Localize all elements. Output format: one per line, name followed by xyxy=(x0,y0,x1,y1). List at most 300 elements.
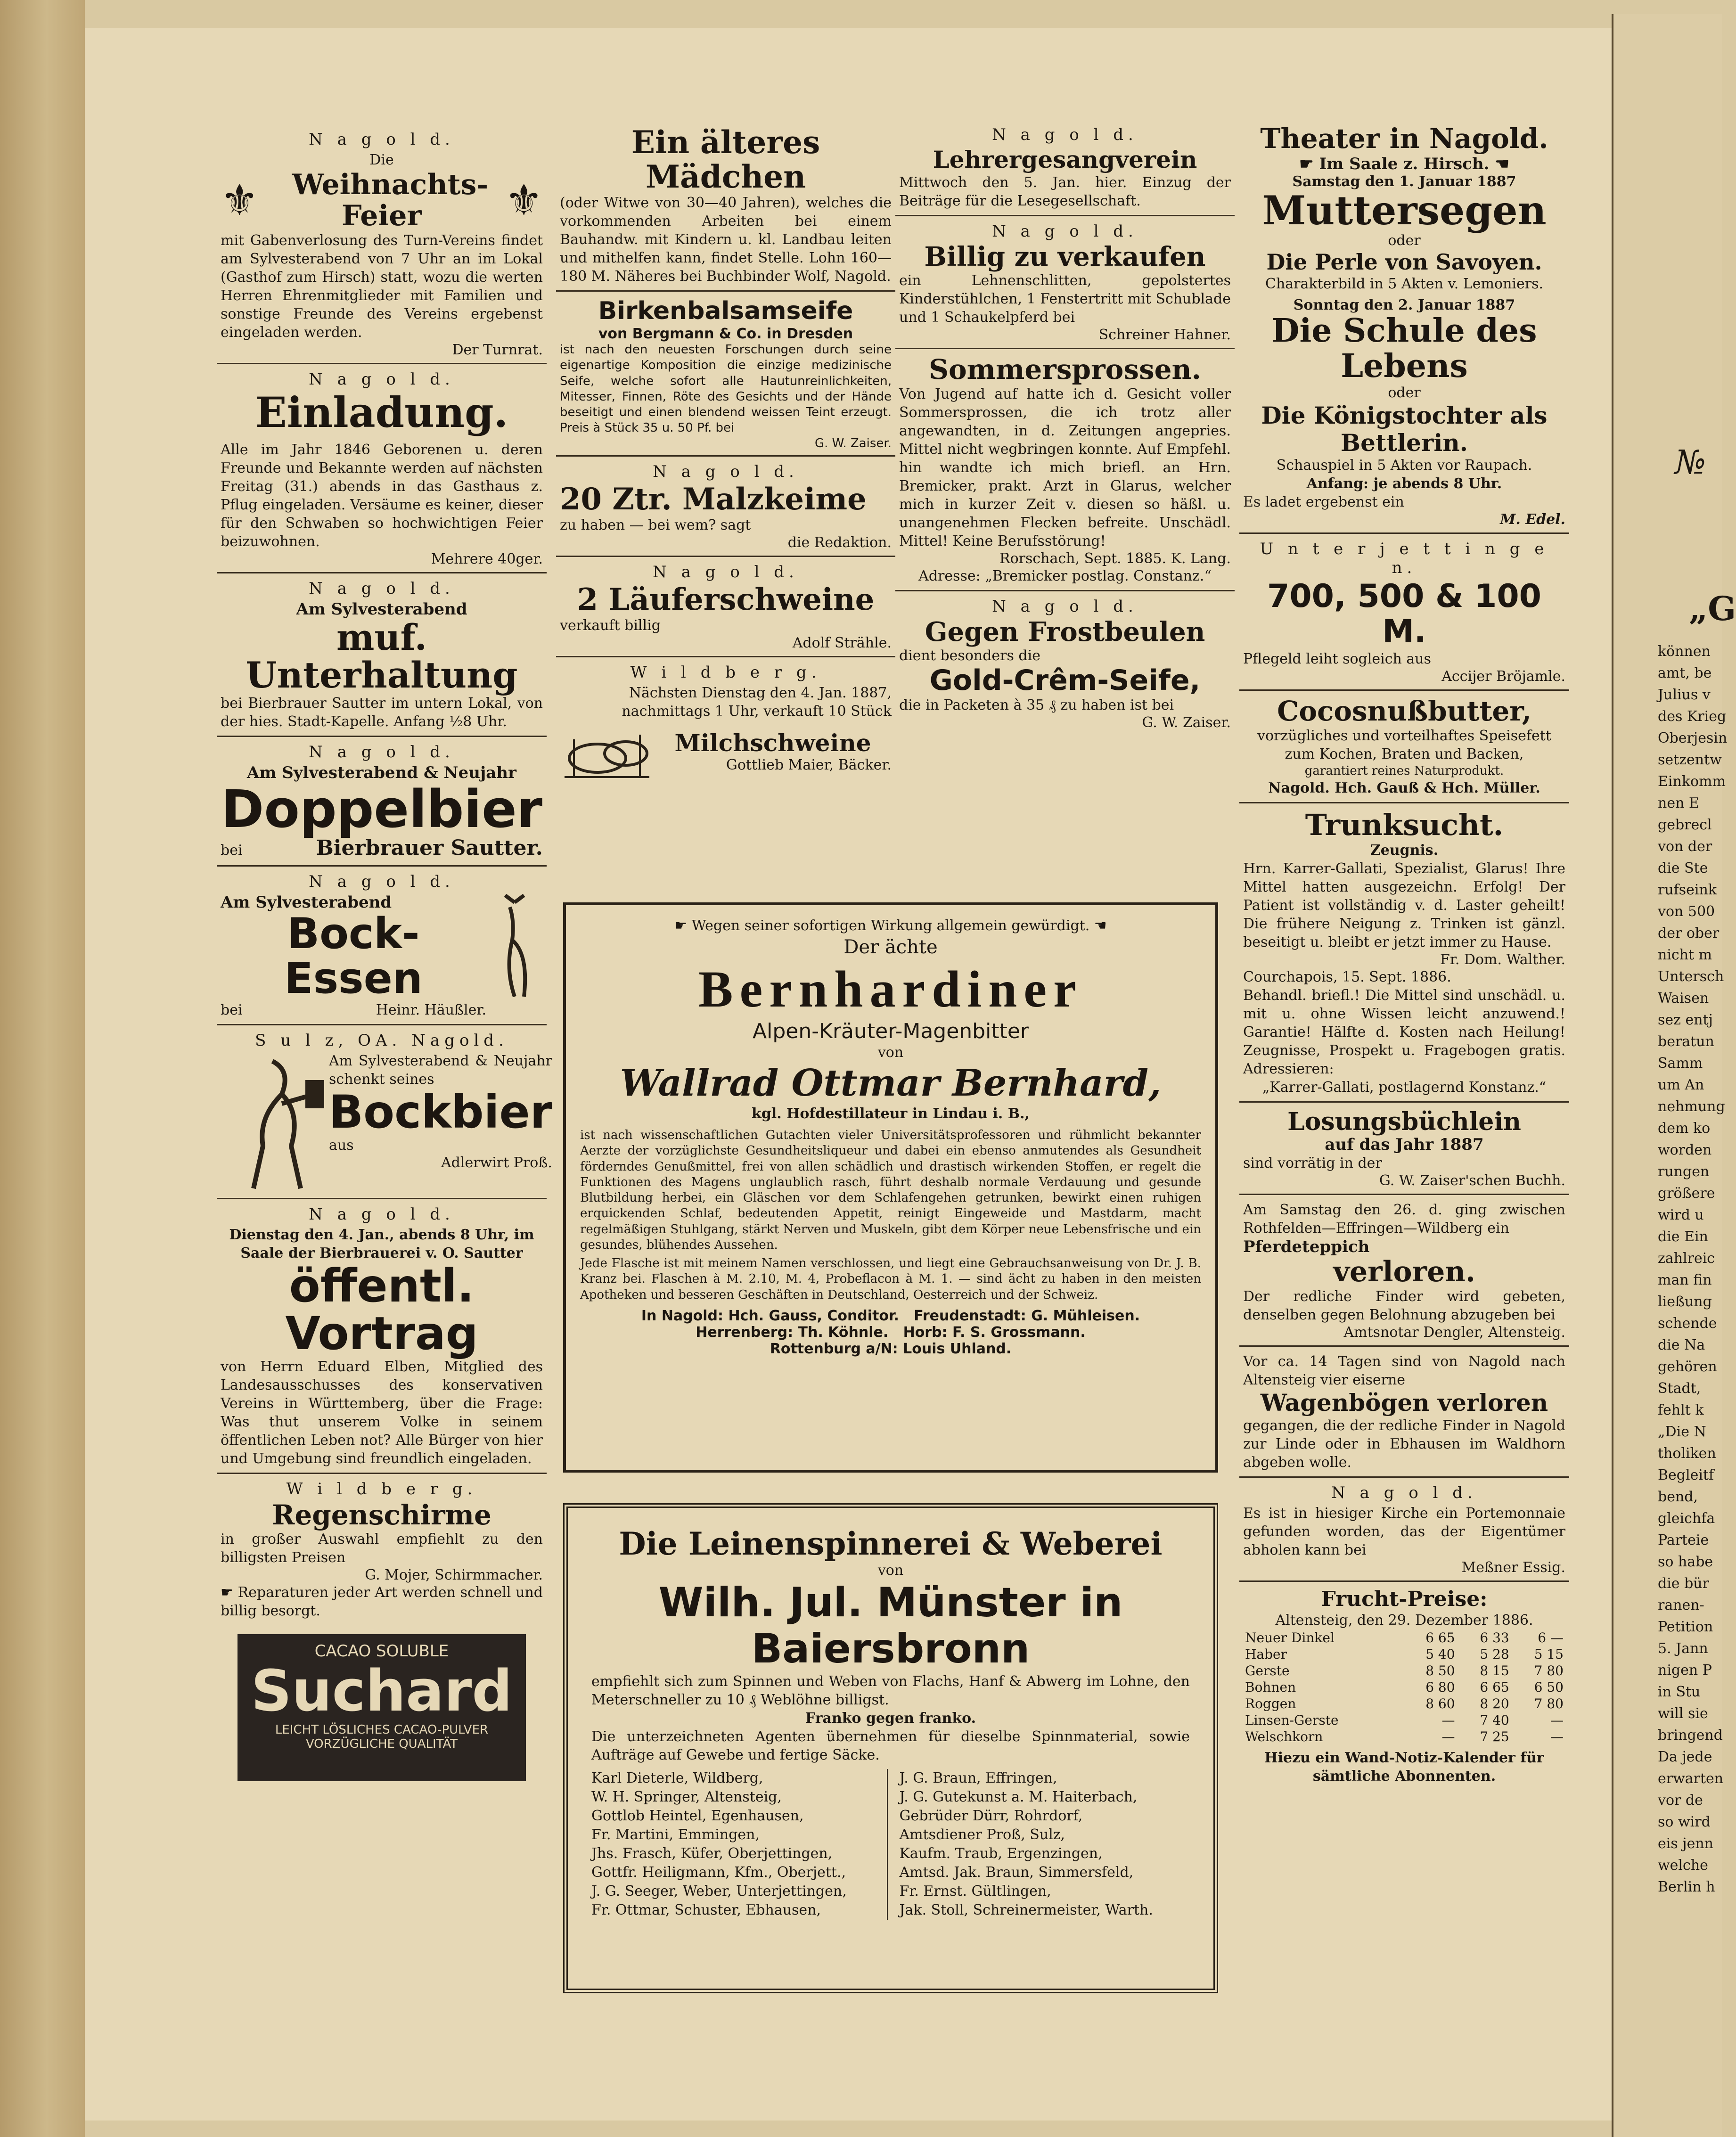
bern-maker-2: kgl. Hofdestillateur in Lindau i. B., xyxy=(752,1105,1030,1122)
ad-sign: Adolf Strähle. xyxy=(792,635,892,652)
price-value: — xyxy=(1441,1712,1455,1728)
adjacent-line: erwarten xyxy=(1658,1770,1724,1787)
ad-body: Alle im Jahr 1846 Geborenen u. deren Freunde und Bekannte werden auf nächsten Freitag (31.) abends in das Gasthaus z. Pflug eingeladen. Versäume es keiner, dieser für den Schwaben so hochwichtigen Feier beizuwohnen. xyxy=(221,442,543,550)
adjacent-line: die Na xyxy=(1658,1337,1705,1353)
price-grain: Neuer Dinkel xyxy=(1245,1630,1335,1646)
adjacent-line: Waisen xyxy=(1658,990,1709,1007)
adjacent-line: rungen xyxy=(1658,1163,1710,1180)
price-row xyxy=(1243,1728,1565,1745)
ad-desc: Charakterbild in 5 Akten v. Lemoniers. xyxy=(1265,275,1544,292)
agent-name: Gottlob Heintel, Egenhausen, xyxy=(591,1808,804,1825)
ad-doppelbier xyxy=(217,740,547,867)
goat-drinking-illustration xyxy=(221,1052,329,1193)
adjacent-line: können xyxy=(1658,643,1711,660)
ad-body: Hrn. Karrer-Gallati, Spezialist, Glarus! Ihre Mittel hatten ausgezeichn. Erfolg! Der Patient ist vollständig v. d. Laster geheilt! Die frühere Neigung z. Trinken ist gänzl. beseitigt u. bleibt er jetzt immer zu Hause. xyxy=(1243,860,1565,951)
ad-body: Am Samstag den 26. d. ging zwischen Rothfelden—Effringen—Wildberg ein xyxy=(1243,1202,1565,1237)
ad-title: Birkenbalsamseife xyxy=(598,297,853,326)
adjacent-line: Petition xyxy=(1658,1619,1713,1635)
ad-body: bei Bierbrauer Sautter im untern Lokal, von der hies. Stadt-Kapelle. Anfang ½8 Uhr. xyxy=(221,695,543,730)
book-binding xyxy=(0,0,85,2137)
adjacent-line: schende xyxy=(1658,1315,1717,1332)
bern-agents-1: In Nagold: Hch. Gauss, Conditor. Freudenstadt: G. Mühleisen. xyxy=(641,1307,1140,1324)
ad-sign: Mehrere 40ger. xyxy=(431,551,543,568)
bern-sub: Alpen-Kräuter-Magenbitter xyxy=(753,1019,1029,1043)
ad-title: Einladung. xyxy=(255,388,508,437)
ad-bernhardiner xyxy=(563,902,1218,1473)
ad-bock-essen xyxy=(217,869,547,1025)
adjacent-line: eis jenn xyxy=(1658,1835,1713,1852)
pigs-illustration xyxy=(560,721,654,782)
ad-unterhaltung xyxy=(217,576,547,737)
bern-von: von xyxy=(877,1044,904,1061)
ad-title: Sommersprossen. xyxy=(929,353,1201,386)
adjacent-line: worden xyxy=(1658,1142,1712,1158)
column-1 xyxy=(217,127,552,1781)
adjacent-line: nicht m xyxy=(1658,947,1712,963)
price-value: — xyxy=(1550,1729,1564,1745)
adjacent-heading: „G xyxy=(1689,589,1736,628)
adjacent-line: ließung xyxy=(1658,1294,1712,1310)
agent-name: Gottfr. Heiligmann, Kfm., Oberjett., xyxy=(591,1864,846,1881)
adjacent-line: zahlreic xyxy=(1658,1250,1715,1267)
bern-banner: Wegen seiner sofortigen Wirkung allgemein gewürdigt. xyxy=(691,917,1090,934)
ad-sign: G. Mojer, Schirmmacher. xyxy=(365,1567,543,1584)
leinen-franko: Franko gegen franko. xyxy=(805,1710,976,1727)
ad-losungsbuechlein xyxy=(1239,1105,1569,1195)
pointing-hand-icon: ☛ xyxy=(674,917,692,934)
ad-body: Bierbrauer Sautter. xyxy=(316,836,543,860)
leinen-title: Die Leinenspinnerei & Weberei xyxy=(619,1525,1163,1562)
adjacent-line: Parteie xyxy=(1658,1532,1709,1548)
ad-sign: Fr. Dom. Walther. xyxy=(1440,951,1565,968)
ad-sign: Gottlieb Maier, Bäcker. xyxy=(726,756,892,773)
ad-pflegeld xyxy=(1239,537,1569,691)
ad-addr: „Karrer-Gallati, postlagernd Konstanz.“ xyxy=(1262,1079,1547,1096)
ad-title: 2 Läuferschweine xyxy=(577,581,875,617)
ad-place: N a g o l d. xyxy=(1331,1483,1477,1502)
ad-sub: Am Sylvesterabend xyxy=(221,893,392,912)
ad-title: muf. Unterhaltung xyxy=(246,616,518,696)
ad-title: Bockbier xyxy=(329,1086,552,1139)
agent-name: J. G. Seeger, Weber, Unterjettingen, xyxy=(591,1883,847,1900)
ad-date: Altensteig, den 29. Dezember 1886. xyxy=(1275,1612,1533,1629)
ad-place: N a g o l d. xyxy=(309,370,455,389)
ad-invite: Es ladet ergebenst ein xyxy=(1243,494,1404,511)
price-value: 7 80 xyxy=(1534,1696,1564,1712)
ad-sign: Nagold. Hch. Gauß & Hch. Müller. xyxy=(1268,780,1540,797)
ad-lehrergesangverein xyxy=(895,123,1235,216)
ad-sign: G. W. Zaiser. xyxy=(814,436,892,450)
price-value: 6 65 xyxy=(1425,1630,1455,1646)
ad-pre: dient besonders die xyxy=(899,647,1040,664)
ad-maedchen xyxy=(556,123,895,292)
ad-title: Wagenbögen verloren xyxy=(1260,1389,1548,1417)
suchard-name: Suchard xyxy=(251,1659,513,1725)
ad-sub: von Bergmann & Co. in Dresden xyxy=(598,325,853,342)
adjacent-line: rufseink xyxy=(1658,882,1717,898)
column-4 xyxy=(1239,120,1569,1793)
ad-date: Samstag den 1. Januar 1887 xyxy=(1292,173,1516,190)
agent-name: Amtsdiener Proß, Sulz, xyxy=(899,1826,1065,1843)
price-value: 6 33 xyxy=(1480,1630,1509,1646)
ad-title: Losungsbüchlein xyxy=(1287,1107,1521,1137)
ad-vortrag xyxy=(217,1202,547,1474)
agent-name: Fr. Martini, Emmingen, xyxy=(591,1826,760,1843)
adjacent-line: man fin xyxy=(1658,1272,1712,1288)
adjacent-number: № xyxy=(1675,443,1706,482)
price-value: — xyxy=(1550,1712,1564,1728)
agents-right xyxy=(895,1769,1190,1919)
ad-sign: Accijer Bröjamle. xyxy=(1441,668,1565,685)
price-value: 7 40 xyxy=(1480,1712,1509,1728)
ad-sign: Adlerwirt Proß. xyxy=(441,1154,552,1171)
emblem-icon: ⚜ xyxy=(505,175,543,225)
adjacent-line: gleichfa xyxy=(1658,1510,1715,1527)
ad-place: N a g o l d. xyxy=(992,125,1138,144)
ad-body: sind vorrätig in der xyxy=(1243,1155,1382,1172)
price-value: 6 — xyxy=(1538,1630,1564,1646)
ad-sign: die Redaktion. xyxy=(787,534,892,551)
ad-sign: M. Edel. xyxy=(1500,511,1565,528)
ad-sommersprossen xyxy=(895,352,1235,591)
price-value: 5 28 xyxy=(1480,1646,1509,1662)
ad-date: Sonntag den 2. Januar 1887 xyxy=(1293,296,1515,313)
agent-name: Jak. Stoll, Schreinermeister, Warth. xyxy=(899,1901,1153,1918)
bern-maker: Wallrad Ottmar Bernhard, xyxy=(620,1062,1162,1105)
ad-name: Gold-Crêm-Seife, xyxy=(929,664,1201,697)
adjacent-line: Stadt, xyxy=(1658,1380,1701,1397)
adjacent-line: vor de xyxy=(1658,1792,1703,1809)
adjacent-line: welche xyxy=(1658,1857,1708,1874)
ad-birkenbalsamseife xyxy=(556,295,895,456)
agent-name: J. G. Braun, Effringen, xyxy=(899,1770,1057,1787)
ad-body: ein Lehnenschlitten, gepolstertes Kinderstühlchen, 1 Fenstertritt mit Schublade und 1 Schaukelpferd bei xyxy=(899,272,1231,326)
adjacent-line: Da jede xyxy=(1658,1749,1712,1765)
ad-pre: Die xyxy=(369,152,394,168)
ad-body: Vor ca. 14 Tagen sind von Nagold nach Altensteig vier eiserne xyxy=(1243,1353,1565,1389)
ad-title: Lehrergesangverein xyxy=(933,146,1197,173)
ad-body: ist nach den neuesten Forschungen durch seine eigenartige Komposition die einzige medizinische Seife, welche sofort alle Hautunreinlichkeiten, Mitesser, Finnen, Röte des Gesichts und der Hände beseitigt und einen blendend weissen Teint erzeugt. Preis à Stück 35 u. 50 Pf. bei xyxy=(560,342,892,435)
ad-wagenboegen xyxy=(1239,1350,1569,1478)
emblem-icon: ⚜ xyxy=(221,175,259,225)
agent-name: Gebrüder Dürr, Rohrdorf, xyxy=(899,1808,1083,1825)
price-value: 7 80 xyxy=(1534,1663,1564,1679)
ad-bei: bei xyxy=(221,842,243,859)
adjacent-line: in Stu xyxy=(1658,1684,1701,1700)
adjacent-line: so habe xyxy=(1658,1554,1713,1570)
bern-title: Bernhardiner xyxy=(698,960,1083,1018)
ad-body-2: gegangen, die der redliche Finder in Nagold zur Linde oder in Ebhausen im Waldhorn abgeben wolle. xyxy=(1243,1417,1565,1471)
adjacent-line: amt, be xyxy=(1658,665,1712,681)
ad-body: verkauft billig xyxy=(560,617,661,634)
ad-pferdeteppich xyxy=(1239,1198,1569,1347)
ad-title: Doppelbier xyxy=(221,778,542,839)
ad-place: W i l d b e r g. xyxy=(286,1479,477,1498)
agent-name: Fr. Ernst. Gültlingen, xyxy=(899,1883,1051,1900)
adjacent-line: beratun xyxy=(1658,1033,1714,1050)
ad-body: Nächsten Dienstag den 4. Jan. 1887, nachmittags 1 Uhr, verkauft 10 Stück xyxy=(622,685,892,720)
ad-billig xyxy=(895,219,1235,350)
ad-sign: Schreiner Hahner. xyxy=(1098,327,1231,344)
ad-title: 700, 500 & 100 M. xyxy=(1267,578,1541,651)
price-grain: Haber xyxy=(1245,1646,1287,1662)
ad-title: 20 Ztr. Malzkeime xyxy=(560,481,867,517)
adjacent-line: Begleitf xyxy=(1658,1467,1714,1483)
ad-place: N a g o l d. xyxy=(992,221,1138,241)
pointing-hand-icon: ☛ xyxy=(221,1584,238,1601)
ad-title: Regenschirme xyxy=(272,1498,491,1531)
ad-play-b: Die Königstochter als Bettlerin. xyxy=(1261,401,1548,457)
ad-body: mit Gabenverlosung des Turn-Vereins findet am Sylvesterabend von 7 Uhr an im Lokal (Gasthof zum Hirsch) statt, wozu die werten Herren Ehrenmitglieder mit Familien und sonstige Freunde des Vereins ergebenst eingeladen werden. xyxy=(221,232,543,341)
ad-bockbier xyxy=(217,1028,552,1199)
adjacent-line: nehmung xyxy=(1658,1098,1725,1115)
ad-body-2: Behandl. briefl.! Die Mittel sind unschädl. u. mit u. ohne Wissen leicht anzuwend.! Garantie! Hälfte d. Kosten nach Heilung! Zeugnisse, Prospekt u. Fragebogen gratis. Adressieren: xyxy=(1243,987,1565,1078)
ad-body: die in Packeten à 35 ₰ zu haben ist bei xyxy=(899,697,1174,714)
ad-sign: Amtsnotar Dengler, Altensteig. xyxy=(1343,1324,1565,1341)
goat-illustration xyxy=(486,893,543,1006)
ad-title: Frucht-Preise: xyxy=(1321,1587,1488,1611)
price-grain: Gerste xyxy=(1245,1663,1290,1679)
adjacent-line: die Ein xyxy=(1658,1228,1708,1245)
price-value: 7 25 xyxy=(1480,1729,1509,1745)
ad-title: Billig zu verkaufen xyxy=(924,241,1206,272)
adjacent-line: nigen P xyxy=(1658,1662,1712,1678)
ad-sub: auf das Jahr 1887 xyxy=(1325,1135,1484,1154)
agent-name: Kaufm. Traub, Ergenzingen, xyxy=(899,1845,1103,1862)
agent-name: Amtsd. Jak. Braun, Simmersfeld, xyxy=(899,1864,1134,1881)
ad-trunksucht xyxy=(1239,806,1569,1103)
price-row xyxy=(1243,1712,1565,1728)
adjacent-line: größere xyxy=(1658,1185,1715,1202)
adjacent-line: fehlt k xyxy=(1658,1402,1704,1418)
ad-sign: G. W. Zaiser. xyxy=(1142,714,1231,731)
adjacent-line: Einkomm xyxy=(1658,773,1726,790)
leinen-body-2: Die unterzeichneten Agenten übernehmen für dieselbe Spinnmaterial, sowie Aufträge auf Gewebe und fertige Säcke. xyxy=(591,1728,1190,1764)
bern-body-2: Jede Flasche ist mit meinem Namen verschlossen, und liegt eine Gebrauchsanweisung von Dr. J. B. Kranz bei. Flaschen à M. 2.10, M. 4, Probeflacon à M. 1. — sind ächt zu haben in den meisten Apotheken und besseren Geschäften in Deutschland, Oesterreich und der Schweiz. xyxy=(580,1256,1201,1302)
agent-name: Karl Dieterle, Wildberg, xyxy=(591,1770,763,1787)
price-grain: Linsen-Gerste xyxy=(1245,1712,1339,1728)
ad-body: in großer Auswahl empfiehlt zu den billigsten Preisen xyxy=(221,1531,543,1566)
ad-title: Weihnachts-Feier xyxy=(292,168,489,232)
ad-einladung xyxy=(217,367,547,573)
bern-pre: Der ächte xyxy=(843,936,938,958)
ad-title: Cocosnußbutter, xyxy=(1277,695,1531,727)
ad-body: Heinr. Häußler. xyxy=(376,1002,486,1019)
ad-place: N a g o l d. xyxy=(653,562,799,581)
ad-place: N a g o l d. xyxy=(309,742,455,761)
adjacent-line: so wird xyxy=(1658,1814,1711,1830)
ad-loc: Im Saale z. Hirsch. xyxy=(1319,154,1490,173)
adjacent-line: von 500 xyxy=(1658,903,1715,920)
adjacent-line: der ober xyxy=(1658,925,1720,942)
ad-oder: oder xyxy=(1388,232,1421,249)
ad-place: N a g o l d. xyxy=(309,130,455,149)
ad-sub: Am Sylvesterabend & Neujahr xyxy=(247,763,516,782)
price-row xyxy=(1243,1662,1565,1679)
leinen-von: von xyxy=(877,1562,904,1579)
ad-note: Reparaturen jeder Art werden schnell und billig besorgt. xyxy=(221,1584,543,1620)
ad-place: U n t e r j e t t i n g e n. xyxy=(1260,540,1549,578)
ad-body: Von Jugend auf hatte ich d. Gesicht voller Sommersprossen, die ich trotz aller angewandten, in d. Zeitungen angepries. Mittel nicht wegbringen konnte. Auf Empfehl. hin wandte ich mich briefl. an Hrn. Bremicker, prakt. Arzt in Glarus, welcher mich in kurzer Zeit v. diesen so häßl. u. unangenehmen Flecken befreite. Unschädl. Mittel! Keine Berufsstörung! xyxy=(899,385,1231,549)
ad-malzkeime xyxy=(556,459,895,557)
price-value: 8 20 xyxy=(1480,1696,1509,1712)
ad-date: Courchapois, 15. Sept. 1886. xyxy=(1243,969,1451,986)
ad-title: Milchschweine xyxy=(674,729,871,757)
ad-sign: G. W. Zaiser'schen Buchh. xyxy=(1379,1172,1565,1189)
ad-title: Ein älteres Mädchen xyxy=(631,124,820,195)
adjacent-line: Julius v xyxy=(1658,687,1711,703)
price-value: 8 15 xyxy=(1480,1663,1509,1679)
column-3 xyxy=(895,123,1235,738)
adjacent-line: 5. Jann xyxy=(1658,1640,1708,1657)
pointing-hand-icon: ☛ xyxy=(1299,154,1319,173)
adjacent-text-lines xyxy=(1658,641,1727,1898)
ad-body: Mittwoch den 5. Jan. hier. Einzug der Beiträge für die Lesegesellschaft. xyxy=(899,174,1231,209)
price-row xyxy=(1243,1629,1565,1646)
ad-place: S u l z, OA. Nagold. xyxy=(255,1031,508,1050)
ad-sign: Der Turnrat. xyxy=(452,342,543,358)
price-value: 5 40 xyxy=(1425,1646,1455,1662)
price-value: 8 50 xyxy=(1425,1663,1455,1679)
ad-place: N a g o l d. xyxy=(309,872,455,892)
ad-regenschirme xyxy=(217,1477,547,1625)
adjacent-line: tholiken xyxy=(1658,1445,1716,1462)
adjacent-line: die Ste xyxy=(1658,860,1708,876)
ad-addr: Adresse: „Bremicker postlag. Constanz.“ xyxy=(918,567,1212,584)
price-value: 6 50 xyxy=(1534,1679,1564,1695)
ad-body: von Herrn Eduard Elben, Mitglied des Landesausschusses des konservativen Vereins in Württemberg, über die Frage: Was thut unserem Volke in seinem öffentlichen Leben not? Alle Bürger von hier und Umgebung sind freundlich eingeladen. xyxy=(221,1358,543,1467)
adjacent-line: „Die N xyxy=(1658,1424,1706,1440)
pointing-hand-icon: ☚ xyxy=(1089,917,1107,934)
price-value: 5 15 xyxy=(1534,1646,1564,1662)
price-value: 8 60 xyxy=(1425,1696,1455,1712)
agents-left xyxy=(591,1769,888,1919)
bern-agents-3: Rottenburg a/N: Louis Uhland. xyxy=(770,1340,1012,1357)
agent-name: Jhs. Frasch, Küfer, Oberjettingen, xyxy=(591,1845,833,1862)
suchard-top: CACAO SOLUBLE xyxy=(314,1642,449,1661)
ad-fruchtpreise xyxy=(1239,1585,1569,1791)
adjacent-line: Samm xyxy=(1658,1055,1703,1072)
ad-sub: garantiert reines Naturprodukt. xyxy=(1304,763,1504,778)
ad-body: vorzügliches und vorteilhaftes Speisefett zum Kochen, Braten und Backen, xyxy=(1257,727,1551,762)
ad-sub: Pferdeteppich xyxy=(1243,1237,1370,1257)
price-grain: Welschkorn xyxy=(1245,1729,1323,1745)
adjacent-line: setzentw xyxy=(1658,752,1722,768)
ad-play-b: Die Perle von Savoyen. xyxy=(1266,249,1542,275)
ad-play: Muttersegen xyxy=(1262,187,1547,234)
adjacent-line: ranen- xyxy=(1658,1597,1704,1613)
adjacent-line: dem ko xyxy=(1658,1120,1711,1137)
ad-sub: Zeugnis. xyxy=(1370,842,1439,859)
adjacent-line: um An xyxy=(1658,1077,1704,1093)
ad-title: Theater in Nagold. xyxy=(1260,123,1548,155)
price-table xyxy=(1243,1629,1565,1745)
ad-milchschweine xyxy=(556,660,895,786)
suchard-line-2: VORZÜGLICHE QUALITÄT xyxy=(305,1737,458,1752)
leinen-body: empfiehlt sich zum Spinnen und Weben von Flachs, Hanf & Abwerg im Lohne, den Meterschneller zu 10 ₰ Weblöhne billigst. xyxy=(591,1673,1190,1709)
adjacent-page-edge xyxy=(1612,14,1736,2137)
ad-body: zu haben — bei wem? sagt xyxy=(560,516,751,533)
ad-title: Bock-Essen xyxy=(284,909,423,1003)
adjacent-line: gehören xyxy=(1658,1359,1717,1375)
bern-agents-2: Herrenberg: Th. Köhnle. Horb: F. S. Grossmann. xyxy=(696,1324,1086,1341)
ad-desc: Schauspiel in 5 Akten vor Raupach. xyxy=(1276,457,1532,474)
adjacent-line: bend, xyxy=(1658,1489,1698,1505)
price-grain: Roggen xyxy=(1245,1696,1296,1712)
column-2 xyxy=(556,123,895,789)
ad-body: Am Sylvesterabend & Neujahr schenkt seines xyxy=(329,1053,552,1088)
ad-start: Anfang: je abends 8 Uhr. xyxy=(1306,475,1502,492)
adjacent-line: Untersch xyxy=(1658,968,1724,985)
ad-sign: Rorschach, Sept. 1885. K. Lang. xyxy=(999,550,1231,567)
price-row xyxy=(1243,1646,1565,1662)
ad-oder: oder xyxy=(1388,385,1421,401)
adjacent-line: Berlin h xyxy=(1658,1879,1715,1895)
adjacent-line: nen E xyxy=(1658,795,1699,811)
ad-place: N a g o l d. xyxy=(992,597,1138,616)
ad-title: Gegen Frostbeulen xyxy=(925,616,1205,647)
pointing-hand-icon: ☚ xyxy=(1489,154,1509,173)
price-value: 6 65 xyxy=(1480,1679,1509,1695)
agent-name: W. H. Springer, Altensteig, xyxy=(591,1789,782,1806)
adjacent-line: wird u xyxy=(1658,1207,1704,1223)
ad-play: Die Schule des Lebens xyxy=(1271,311,1537,385)
ad-theater xyxy=(1239,120,1569,534)
adjacent-line: bringend xyxy=(1658,1727,1723,1744)
price-grain: Bohnen xyxy=(1245,1679,1296,1695)
price-row xyxy=(1243,1695,1565,1712)
bern-body: ist nach wissenschaftlichen Gutachten vieler Universitätsprofessoren und rühmlicht bekannter Aerzte der vorzüglichste Gesundheitsliqueur und dabei ein ebenso anmutendes als Gesundheit förderndes Genußmittel, frei von allen schädlich und drastisch wirkenden Stoffen, er regelt die Funktionen des Magens unglaublich rasch, führt deshalb normale Verdauung und gesunde Blutbildung herbei, ein Gläschen vor dem Schlafengehen getrunken, bewirkt einen ruhigen erquickenden Schlaf, bedeutenden Appetit, reinigt Eingeweide und Mastdarm, macht regelmäßigen Stuhlgang, stärkt Nerven und Muskeln, gibt dem Körper neue Lebensfrische und ein gesundes, blühendes Aussehen. xyxy=(580,1128,1201,1252)
price-value: 6 80 xyxy=(1425,1679,1455,1695)
suchard-logo xyxy=(237,1634,526,1781)
adjacent-line: gebrecl xyxy=(1658,817,1712,833)
ad-weihnachtsfeier xyxy=(217,127,547,364)
ad-place: N a g o l d. xyxy=(309,1205,455,1224)
adjacent-line: sez entj xyxy=(1658,1012,1713,1028)
ad-sub: Dienstag den 4. Jan., abends 8 Uhr, im Saale der Bierbrauerei v. O. Sautter xyxy=(229,1227,534,1262)
ad-title: Trunksucht. xyxy=(1305,808,1504,843)
ad-frostbeulen xyxy=(895,594,1235,736)
adjacent-line: des Krieg xyxy=(1658,708,1727,725)
ad-place: N a g o l d. xyxy=(653,462,799,481)
ad-cocosnussbutter xyxy=(1239,694,1569,803)
agent-name: Fr. Ottmar, Schuster, Ebhausen, xyxy=(591,1901,821,1918)
ad-laeuferschweine xyxy=(556,560,895,657)
ad-body: Es ist in hiesiger Kirche ein Portemonnaie gefunden worden, das der Eigentümer abholen kann bei xyxy=(1243,1505,1565,1558)
ad-body: Pflegeld leiht sogleich aus xyxy=(1243,650,1431,667)
ad-portemonnaie xyxy=(1239,1481,1569,1582)
agent-lists xyxy=(591,1769,1190,1919)
ad-body: (oder Witwe von 30—40 Jahren), welches die vorkommenden Arbeiten bei einem Bauhandw. mit Kindern u. kl. Landbau leiten und mithelfen kann, findet Stelle. Lohn 160—180 M. Näheres bei Buchbinder Wolf, Nagold. xyxy=(560,195,892,285)
ad-sign: Meßner Essig. xyxy=(1461,1559,1565,1576)
ad-title: öffentl. Vortrag xyxy=(285,1260,478,1360)
ad-foot: Hiezu ein Wand-Notiz-Kalender für sämtliche Abonnenten. xyxy=(1264,1750,1544,1785)
agent-name: J. G. Gutekunst a. M. Haiterbach, xyxy=(899,1789,1138,1806)
leinen-name: Wilh. Jul. Münster in Baiersbronn xyxy=(658,1579,1123,1673)
adjacent-line: die bür xyxy=(1658,1575,1709,1592)
ad-sub: Am Sylvesterabend xyxy=(296,600,467,619)
suchard-line-1: LEICHT LÖSLICHES CACAO-PULVER xyxy=(275,1723,489,1737)
price-value: — xyxy=(1441,1729,1455,1745)
adjacent-line: Oberjesin xyxy=(1658,730,1728,746)
price-row xyxy=(1243,1679,1565,1695)
ad-body-2: Der redliche Finder wird gebeten, denselben gegen Belohnung abzugeben bei xyxy=(1243,1288,1565,1324)
ad-aus: aus xyxy=(329,1137,354,1154)
ad-leinenspinnerei xyxy=(563,1503,1218,1993)
ad-bei: bei xyxy=(221,1002,243,1019)
ad-place: W i l d b e r g. xyxy=(630,663,821,682)
adjacent-line: will sie xyxy=(1658,1705,1708,1722)
